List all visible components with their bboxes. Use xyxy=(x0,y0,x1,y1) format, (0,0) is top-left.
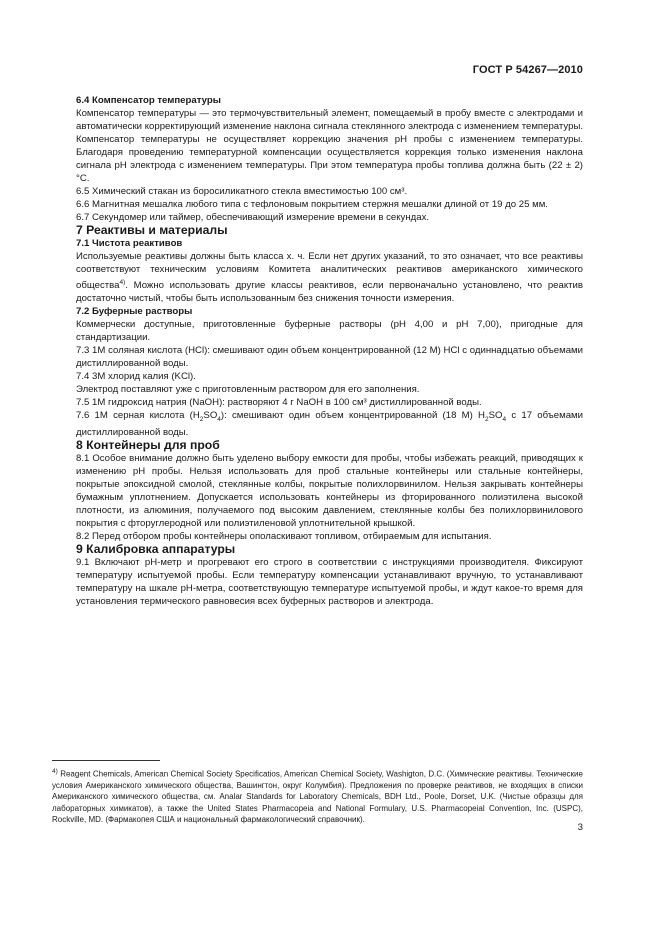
section-8-title: 8 Контейнеры для проб xyxy=(76,438,220,453)
paragraph-7-1: Используемые реактивы должны быть класса х. ч. Если нет других указаний, то это означает, что все реактивы соответствуют техническим условиям Комитета аналитических реактивов американского химического общества$^{4)}$. Можно использовать другие классы реактивов, если первоначально установлено, что реактив достаточно чистый, чтобы быть использованным без снижения точности измерения. xyxy=(76,251,583,305)
paragraph-7-2: Коммерчески доступные, приготовленные буферные растворы (pH 4,00 и pH 7,00), пригодные для стандартизации. xyxy=(76,319,583,344)
paragraph-6-5: 6.5 Химический стакан из боросиликатного стекла вместимостью 100 см³. xyxy=(76,186,408,197)
paragraph-7-4-note: Электрод поставляют уже с приготовленным раствором для его заполнения. xyxy=(76,384,420,396)
footnote-text: Reagent Chemicals, American Chemical Society Specificatios, American Chemical Society, Washigton, D.C. (Химические реактивы. Технические условия Американского химического общества, Вашингтон, округ Колумбия). Предложения по проверке реактивов, не входящих в списки Американского химического общества, см. Analar Standards for Laboratory Chemicals, BDH Ltd., Poole, Dorset, U.K. (Чистые образцы для лабораторных химикатов), а также the United States Pharmacopeia and National Formulary, U.S. Pharmacopeial Convention, Inc. (USPC), Rockville, MD. (Фармакопея США и национальный фармакологический справочник). xyxy=(52,769,583,824)
page-number: 3 xyxy=(577,822,583,833)
footnote-divider xyxy=(52,760,160,761)
paragraph-6-7: 6.7 Секундомер или таймер, обеспечивающий измерение времени в секундах. xyxy=(76,212,430,223)
footnote-ref: 4) xyxy=(119,279,126,286)
footnote xyxy=(52,766,583,825)
section-7-title: 7 Реактивы и материалы xyxy=(76,223,228,237)
paragraph-6-6: 6.6 Магнитная мешалка любого типа с тефлоновым покрытием стержня мешалки длиной от 19 до 25 мм. xyxy=(76,199,548,210)
document-header: ГОСТ Р 54267—2010 xyxy=(472,64,583,76)
heading-6-4: 6.4 Компенсатор температуры xyxy=(76,95,221,106)
section-9-title: 9 Калибровка аппаратуры xyxy=(76,542,236,557)
paragraph-6-4: Компенсатор температуры — это термочувствительный элемент, помещаемый в пробу вместе с электродами и автоматически корректирующий изменение наклона сигнала стеклянного электрода с изменением температуры. Компенсатор температуры не осуществляет коррекцию значения pH пробы с изменением температуры. Благодаря проведению температурной компенсации осуществляется коррекция только изменения наклона сигнала pH электрода с изменением температуры. При этом температура пробы топлива должна быть (22 ± 2) °С. xyxy=(76,108,583,184)
paragraph-8-2: 8.2 Перед отбором пробы контейнеры ополаскивают топливом, отбираемым для испытания. xyxy=(76,531,492,543)
paragraph-7-4: 7.4 3М хлорид калия (KCl). xyxy=(76,371,196,383)
paragraph-7-3: 7.3 1М соляная кислота (HCl): смешивают один объем концентрированной (12 М) HCl с одиннадцатью объемами дистиллированной воды. xyxy=(76,345,583,370)
footnote-mark: 4) xyxy=(52,768,58,775)
paragraph-7-5: 7.5 1М гидроксид натрия (NaOH): растворяют 4 г NaOH в 100 см³ дистиллированной воды. xyxy=(76,397,482,409)
heading-7-2: 7.2 Буферные растворы xyxy=(76,306,193,318)
paragraph-9-1: 9.1 Включают pH-метр и прогревают его строго в соответствии с инструкциями производителя. Фиксируют температуру испытуемой пробы. Если температуру компенсации устанавливают вручную, то устанавливают температуру на шкале pH-метра, соответствующую температуре испытуемой пробы, и ждут какое-то время для установления термического равновесия всех буферных растворов и электрода. xyxy=(76,557,583,608)
paragraph-8-1: 8.1 Особое внимание должно быть уделено выбору емкости для пробы, чтобы избежать реакций, приводящих к изменению pH пробы. Нельзя использовать для проб стальные контейнеры или стальные контейнеры, покрытые эпоксидной смолой, стеклянные колбы, покрытые полихлорвинилом. Нельзя закрывать контейнеры бумажным уплотнением. Допускается использовать контейнеры из фторированного полиэтилена высокой плотности, из алюминия, получаемого под высоким давлением, стеклянные колбы без полихлорвинилового покрытия с фторуглеродной или полиэтиленовой уплотнительной крышкой. xyxy=(76,453,583,530)
page-content xyxy=(76,94,583,608)
paragraph-7-6: 7.6 1М серная кислота $(H_2SO_4)$: смешивают один объем концентрированной (18 М) $H_2SO_4$ с 17 объемами дистиллированной воды. xyxy=(76,410,583,439)
heading-7-1: 7.1 Чистота реактивов xyxy=(76,238,183,249)
